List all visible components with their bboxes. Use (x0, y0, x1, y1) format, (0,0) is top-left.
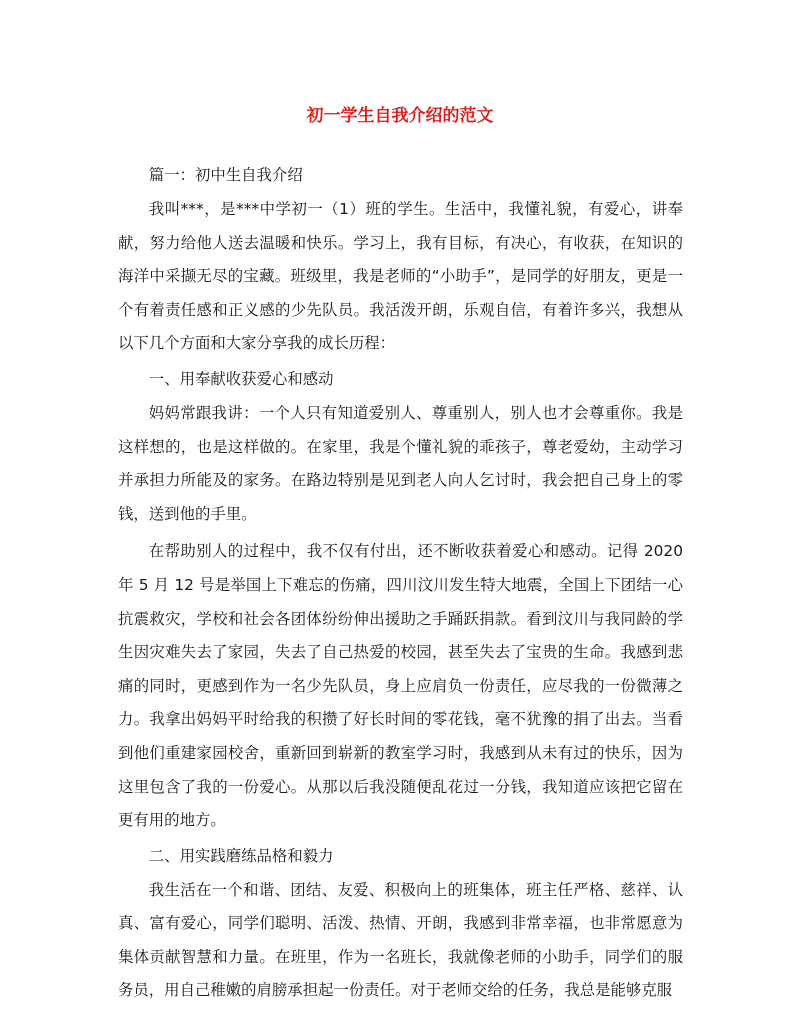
document-body (118, 157, 683, 1008)
paragraph-mother-advice: 妈妈常跟我讲：一个人只有知道爱别人、尊重别人，别人也才会尊重你。我是这样想的，也是这样做的。在家里，我是个懂礼貌的乖孩子，尊老爱幼，主动学习并承担力所能及的家务。在路边特别是见到老人向人乞讨时，我会把自己身上的零钱，送到他的手里。 (118, 403, 683, 523)
section-heading-article-one: 篇一：初中生自我介绍 (148, 166, 303, 184)
section-heading-two: 二、用实践磨练品格和毅力 (148, 846, 334, 865)
paragraph-intro: 我叫***，是***中学初一（1）班的学生。生活中，我懂礼貌，有爱心，讲奉献，努力给他人送去温暖和快乐。学习上，我有目标，有决心，有收获，在知识的海洋中采撷无尽的宝藏。班级里，我是老师的“小助手”，是同学的好朋友，更是一个有着责任感和正义感的少先队员。我活泼开朗，乐观自信，有着许多兴，我想从以下几个方面和大家分享我的成长历程： (118, 200, 683, 353)
paragraph-helping-others: 在帮助别人的过程中，我不仅有付出，还不断收获着爱心和感动。记得 2020 年 5 月 12 号是举国上下难忘的伤痛，四川汶川发生特大地震，全国上下团结一心抗震救灾，学校和社会各团体纷纷伸出援助之手踊跃捐款。看到汶川与我同龄的学生因灾难失去了家园，失去了自己热爱的校园，甚至失去了宝贵的生命。我感到悲痛的同时，更感到作为一名少先队员，身上应肩负一份责任，应尽我的一份微薄之力。我拿出妈妈平时给我的积攒了好长时间的零花钱，毫不犹豫的捐了出去。当看到他们重建家园校舍，重新回到崭新的教室学习时，我感到从未有过的快乐，因为这里包含了我的一份爱心。从那以后我没随便乱花过一分钱，我知道应该把它留在更有用的地方。 (118, 542, 683, 830)
section-heading-one: 一、用奉献收获爱心和感动 (148, 369, 334, 388)
paragraph-class-life: 我生活在一个和谐、团结、友爱、积极向上的班集体，班主任严格、慈祥、认真、富有爱心，同学们聪明、活泼、热情、开朗，我感到非常幸福，也非常愿意为集体贡献智慧和力量。在班里，作为一名班长，我就像老师的小助手，同学们的服务员，用自己稚嫩的肩膀承担起一份责任。对于老师交给的任务，我总是能够克服 (118, 880, 683, 1000)
document-title: 初一学生自我介绍的范文 (306, 106, 494, 126)
